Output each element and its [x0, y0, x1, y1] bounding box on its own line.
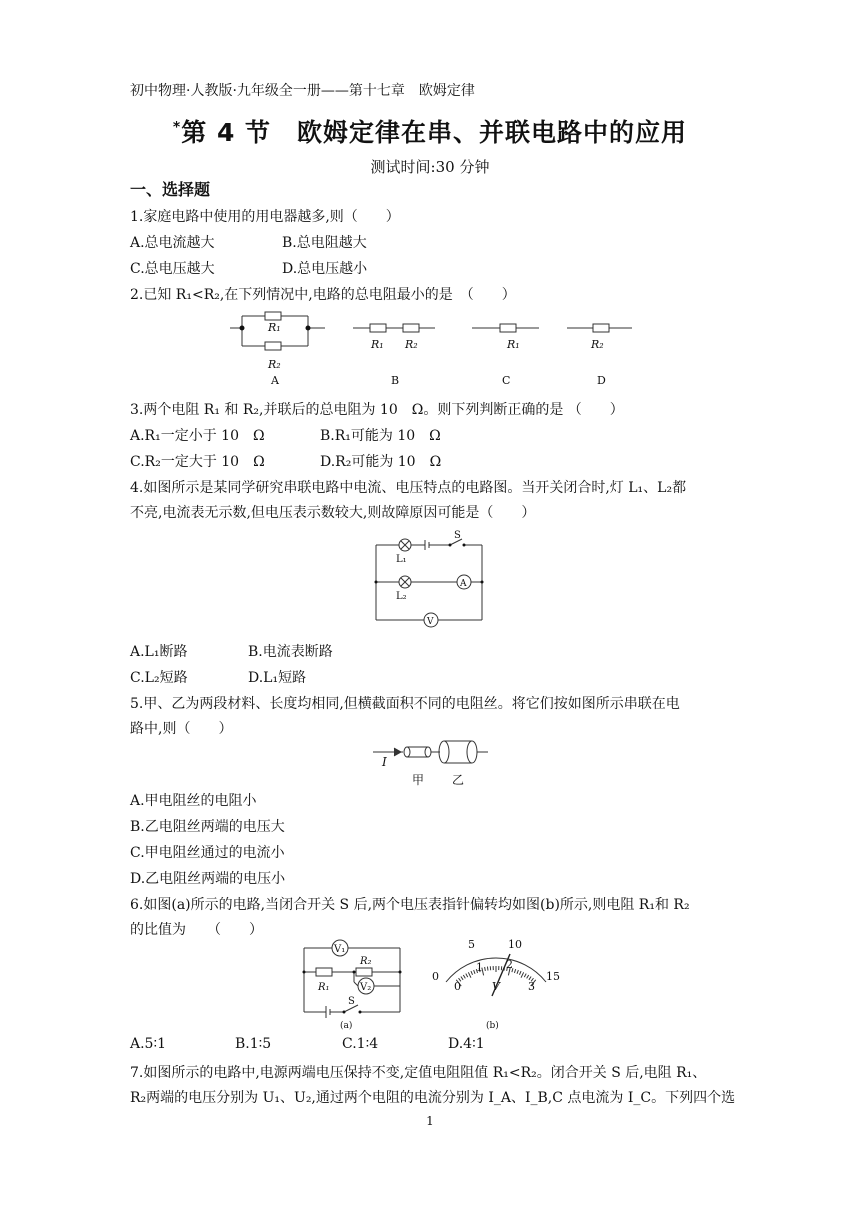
q2-c-r1: R₁ [507, 338, 520, 351]
q1-stem: 1.家庭电路中使用的用电器越多,则（ ） [130, 209, 400, 225]
q4-voltmeter-label: V [427, 617, 434, 627]
title-text: 第 4 节 欧姆定律在串、并联电路中的应用 [181, 118, 688, 147]
q6-scale-inner-0: 0 [454, 980, 461, 993]
page-header: 初中物理·人教版·九年级全一册——第十七章 欧姆定律 [130, 83, 475, 99]
q7-line2: R₂两端的电压分别为 U₁、U₂,通过两个电阻的电流分别为 I_A、I_B,C 点电流为 I_C。下列四个选 [130, 1090, 736, 1106]
q6-switch-label: S [348, 996, 355, 1007]
q4-l1-label: L₁ [396, 554, 407, 565]
q6-stem-line1: 6.如图(a)所示的电路,当闭合开关 S 后,两个电压表指针偏转均如图(b)所示,则电阻 R₁和 R₂ [130, 897, 690, 913]
q4-stem-line2: 不亮,电流表无示数,但电压表示数较大,则故障原因可能是（ ） [130, 505, 536, 521]
q1-option-c: C.总电压越大 [130, 261, 215, 277]
q4-stem-line1: 4.如图所示是某同学研究串联电路中电流、电压特点的电路图。当开关闭合时,灯 L₁、L₂都 [130, 480, 687, 496]
page-number: 1 [426, 1114, 434, 1128]
page-title [0, 113, 860, 149]
q6-option-b: B.1∶5 [235, 1036, 272, 1052]
q6-option-d: D.4∶1 [448, 1036, 485, 1052]
q2-d-r2: R₂ [591, 338, 604, 351]
q1-option-b: B.总电阻越大 [282, 235, 367, 251]
q4-option-d: D.L₁短路 [248, 670, 307, 686]
section-heading: 一、选择题 [130, 180, 211, 199]
q7-line1: 7.如图所示的电路中,电源两端电压保持不变,定值电阻阻值 R₁<R₂。闭合开关 S 后,电阻 R₁、 [130, 1065, 707, 1081]
q2-b-r2: R₂ [405, 338, 418, 351]
q5-jia-label: 甲 [412, 773, 425, 787]
q2-a-r1: R₁ [268, 321, 281, 334]
q6-scale-outer-5: 5 [468, 938, 475, 951]
q5-stem-line2: 路中,则（ ） [130, 721, 233, 737]
q6-scale-outer-10: 10 [508, 938, 522, 951]
q3-option-c: C.R₂一定大于 10 Ω [130, 454, 265, 470]
q2-stem: 2.已知 R₁<R₂,在下列情况中,电路的总电阻最小的是 （ ） [130, 287, 516, 303]
q3-option-b: B.R₁可能为 10 Ω [320, 428, 441, 444]
q4-l2-label: L₂ [396, 591, 407, 602]
q6-scale-inner-1: 1 [476, 961, 483, 974]
q5-option-d: D.乙电阻丝两端的电压小 [130, 871, 286, 887]
q6-scale-inner-2: 2 [506, 958, 513, 971]
q6-dial-tick [485, 967, 486, 971]
q4-switch-label: S [454, 530, 461, 541]
q6-dial-tick [466, 974, 468, 978]
q4-option-c: C.L₂短路 [130, 670, 188, 686]
q6-option-a: A.5∶1 [130, 1036, 167, 1052]
q6-dial-tick [468, 972, 471, 977]
q2-label-a: A [271, 374, 279, 387]
q6-dial-tick [517, 970, 518, 974]
q6-scale-inner-3: 3 [528, 980, 535, 993]
title-mark: * [172, 119, 182, 136]
q6-caption-a: (a) [340, 1021, 353, 1031]
q5-wires-figure [368, 738, 493, 790]
q6-dial-tick [487, 967, 488, 971]
q6-dial-tick [461, 976, 463, 979]
q2-figure [225, 306, 645, 388]
q6-option-c: C.1∶4 [342, 1036, 379, 1052]
q6-r2-label: R₂ [360, 956, 372, 967]
q2-label-c: C [502, 374, 511, 387]
q6-scale-outer-15: 15 [546, 970, 560, 983]
q5-option-a: A.甲电阻丝的电阻小 [130, 793, 257, 809]
q5-option-b: B.乙电阻丝两端的电压大 [130, 819, 285, 835]
q6-stem-line2: 的比值为 （ ） [130, 922, 263, 938]
q4-option-a: A.L₁断路 [130, 644, 188, 660]
q6-scale-outer-0: 0 [432, 970, 439, 983]
q5-option-c: C.甲电阻丝通过的电流小 [130, 845, 285, 861]
q6-figure [296, 938, 576, 1032]
q6-dial-tick [514, 969, 515, 973]
q6-caption-b: (b) [486, 1021, 499, 1031]
q6-v1-label: V₁ [334, 944, 346, 955]
q5-stem-line1: 5.甲、乙为两段材料、长度均相同,但横截面积不同的电阻丝。将它们按如图所示串联在电 [130, 696, 680, 712]
q6-v2-label: V₂ [360, 982, 372, 993]
q4-ammeter-label: A [460, 579, 467, 589]
q6-dial-tick [521, 972, 524, 977]
q5-yi-label: 乙 [452, 773, 465, 787]
q6-dial-tick [527, 975, 529, 978]
q4-option-b: B.电流表断路 [248, 644, 333, 660]
q6-dial-tick [524, 974, 526, 978]
test-time: 测试时间:30 分钟 [370, 158, 490, 176]
q6-unit-label: V [492, 980, 500, 993]
q2-a-r2: R₂ [268, 358, 281, 371]
q4-circuit-figure [370, 529, 490, 629]
q2-b-r1: R₁ [371, 338, 384, 351]
q3-option-d: D.R₂可能为 10 Ω [320, 454, 442, 470]
q6-dial-tick [471, 971, 473, 975]
q6-dial-tick [519, 971, 521, 975]
q6-dial-tick [474, 970, 475, 974]
q6-dial-tick [463, 975, 465, 978]
q1-option-d: D.总电压越小 [282, 261, 368, 277]
q2-label-b: B [391, 374, 400, 387]
q5-current-label: I [382, 755, 387, 769]
q3-option-a: A.R₁一定小于 10 Ω [130, 428, 265, 444]
q2-label-d: D [597, 374, 606, 387]
q1-option-a: A.总电流越大 [130, 235, 215, 251]
q3-stem: 3.两个电阻 R₁ 和 R₂,并联后的总电阻为 10 Ω。则下列判断正确的是 （ ） [130, 402, 624, 418]
q6-r1-label: R₁ [318, 982, 330, 993]
